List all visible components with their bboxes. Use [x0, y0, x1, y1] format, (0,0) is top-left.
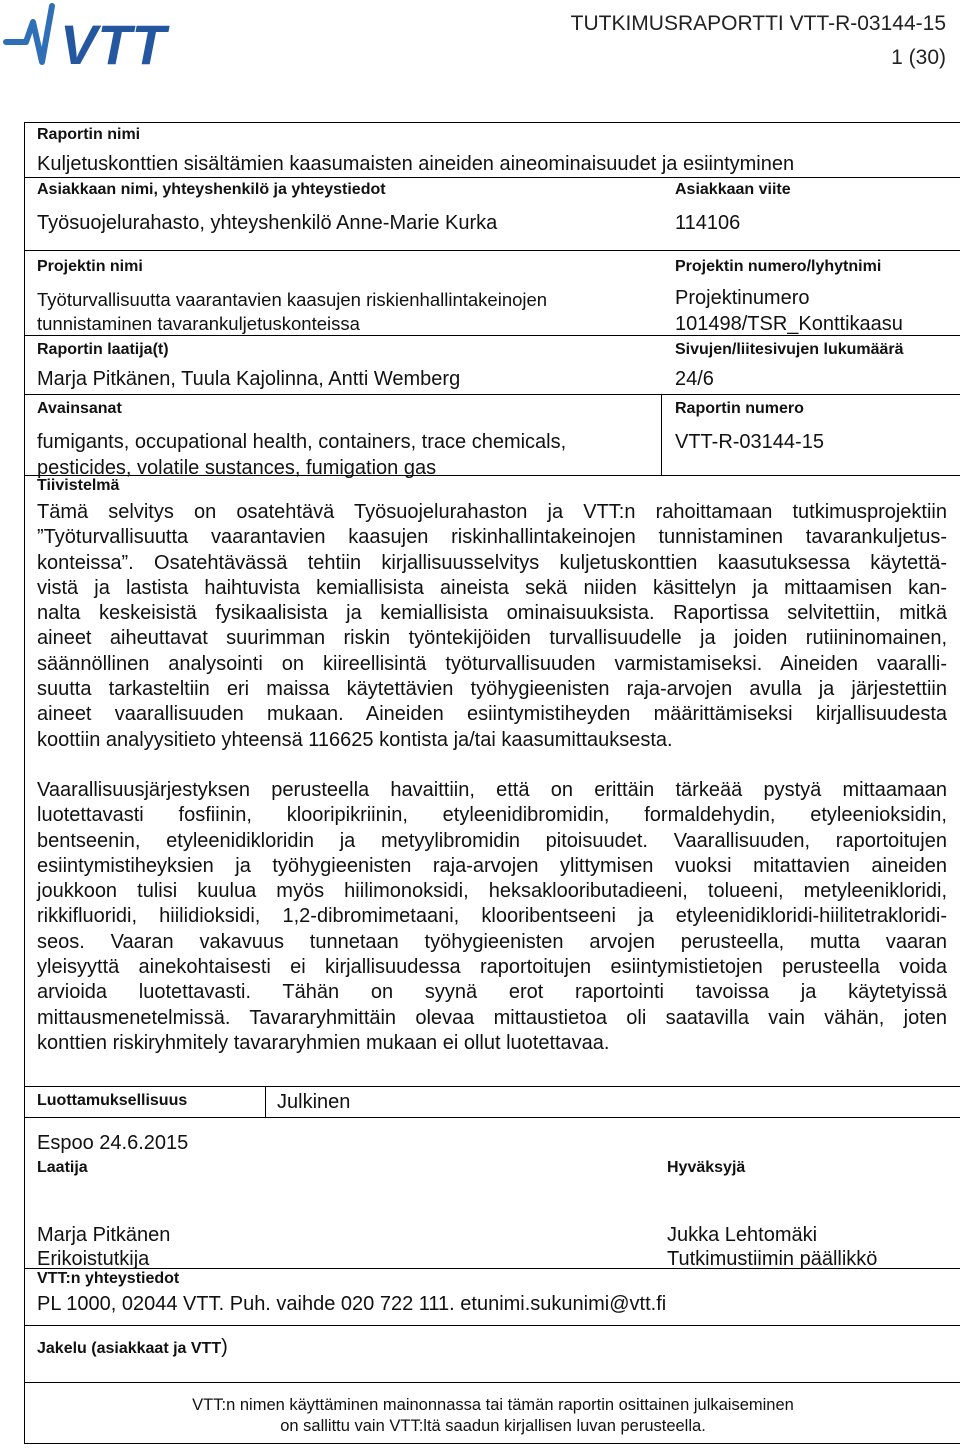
abstract-line: suutta tarkasteltiin eri maissa käytettävien työhygieenisten raja-arvojen avulla ja järjestettiin — [37, 678, 947, 701]
confidentiality-row — [25, 1087, 960, 1118]
keywords-line1: fumigants, occupational health, containers, trace chemicals, — [37, 431, 567, 453]
author-label: Laatija — [37, 1159, 88, 1176]
author-name: Marja Pitkänen — [37, 1224, 171, 1246]
authors-label: Raportin laatija(t) — [37, 341, 169, 358]
pages-value: 24/6 — [675, 368, 714, 390]
distribution-label — [37, 1336, 228, 1359]
client-row — [25, 178, 960, 251]
abstract-line: nalta keskeisistä fysikaalisista ja kemiallisista ominaisuuksista. Raportissa selvitettiin, mitkä — [37, 602, 947, 625]
abstract-line: luotettavasti fosfiinin, klooripikriinin, etyleenidibromidin, formaldehydin, etyleenioksidin, — [37, 804, 947, 827]
abstract-line: aineet aiheuttavat suurimman riskin työntekijöiden turvallisuudelle ja joiden rutiininomainen, — [37, 627, 947, 650]
authors-value: Marja Pitkänen, Tuula Kajolinna, Antti Wemberg — [37, 368, 461, 390]
contact-value: PL 1000, 02044 VTT. Puh. vaihde 020 722 111. etunimi.sukunimi@vtt.fi — [37, 1293, 667, 1315]
report-name-row — [25, 123, 960, 178]
contact-label: VTT:n yhteystiedot — [37, 1270, 180, 1287]
keywords-label: Avainsanat — [37, 400, 122, 417]
place-date: Espoo 24.6.2015 — [37, 1132, 189, 1154]
report-id-header: TUTKIMUSRAPORTTI VTT-R-03144-15 — [570, 12, 946, 35]
project-name-line2: tunnistaminen tavarankuljetuskonteissa — [37, 313, 360, 334]
abstract-line: yleisyyttä ainekohtaisesti ei kirjallisuudessa raportoitujen esiintymistietojen perusteella voida — [37, 956, 947, 979]
contact-row — [25, 1269, 960, 1326]
abstract-line: esiintymistiheyksien ja työhygieenisten raja-arvojen ylittymisen vuoksi mitattavien aineiden — [37, 854, 947, 877]
abstract-line: Tämä selvitys on osatehtävä Työsuojelurahaston ja VTT:n rahoittamaan tutkimusprojektiin — [37, 501, 947, 523]
approver-name: Jukka Lehtomäki — [667, 1224, 818, 1246]
abstract-row — [25, 476, 960, 1087]
abstract-paragraph-2 — [37, 778, 947, 1056]
approver-label: Hyväksyjä — [667, 1159, 746, 1176]
distribution-row — [25, 1326, 960, 1383]
confidentiality-label: Luottamuksellisuus — [37, 1092, 188, 1109]
project-number-label: Projektin numero/lyhytnimi — [675, 258, 882, 275]
svg-text:VTT: VTT — [60, 13, 166, 72]
report-name-value: Kuljetuskonttien sisältämien kaasumaisten aineiden aineominaisuudet ja esiintyminen — [37, 153, 795, 175]
abstract-line: bentseenin, etyleenidikloridin ja metyylibromidin pitoisuudet. Vaarallisuuden, raportoitujen — [37, 829, 947, 852]
confidentiality-divider — [265, 1087, 266, 1117]
footer-line: on sallittu vain VTT:ltä saadun kirjallisen luvan perusteella. — [280, 1417, 706, 1435]
keywords-line2: pesticides, volatile sustances, fumigation gas — [37, 457, 437, 479]
client-value: Työsuojelurahasto, yhteyshenkilö Anne-Marie Kurka — [37, 212, 498, 234]
client-label: Asiakkaan nimi, yhteyshenkilö ja yhteystiedot — [37, 181, 386, 198]
abstract-line: Vaarallisuusjärjestyksen perusteella havaittiin, että on erittäin tärkeää pystyä mittaamaan — [37, 779, 947, 801]
report-info-form — [24, 122, 960, 1444]
abstract-line: rikkifluoridi, hiilidioksidi, 1,2-dibromimetaani, klooribentseeni ja etyleenidikloridi-hiilitetrakloridi- — [37, 905, 947, 928]
approver-title: Tutkimustiimin päällikkö — [667, 1248, 878, 1270]
pages-label: Sivujen/liitesivujen lukumäärä — [675, 341, 904, 358]
abstract-line: seos. Vaaran vakavuus tunnetaan työhygieenisten arvojen perusteella, mutta vaaran — [37, 930, 947, 953]
distribution-label-text: Jakelu (asiakkaat ja VTT — [37, 1340, 222, 1357]
client-ref-value: 114106 — [675, 212, 741, 234]
footer-row — [25, 1383, 960, 1443]
project-number-line2: 101498/TSR_Konttikaasu — [675, 313, 903, 335]
abstract-line: aineet vaarallisuuden mukaan. Aineiden esiintymistiheyden määrittämiseksi kirjallisuudesta — [37, 703, 947, 726]
report-number-label: Raportin numero — [675, 400, 804, 417]
confidentiality-value: Julkinen — [277, 1091, 351, 1113]
vtt-logo — [2, 2, 184, 72]
abstract-line: konttien riskiryhmitely tavararyhmien mukaan ei ollut luotettavaa. — [37, 1031, 610, 1054]
abstract-line: joukkoon tulisi kuulua myös hiilimonoksidi, heksaklooributadieeni, tolueeni, metyleenikloridi, — [37, 880, 947, 903]
page-number: 1 (30) — [891, 46, 946, 69]
abstract-line: ”Työturvallisuutta vaarantavien kaasujen riskinhallintakeinojen tunnistaminen tavarankuljetus- — [37, 526, 947, 549]
abstract-line: konteissa”. Osatehtävässä tehtiin kirjallisuusselvitys kuljetuskonttien kaasutuksessa käytettä- — [37, 551, 947, 574]
abstract-paragraph-1 — [37, 500, 947, 753]
keywords-divider — [661, 395, 662, 475]
abstract-line: mittausmenetelmissä. Tavararyhmittäin olevaa mittaustietoa oli saatavilla vain vähän, joten — [37, 1006, 947, 1029]
footer-line: VTT:n nimen käyttäminen mainonnassa tai tämän raportin osittainen julkaiseminen — [192, 1396, 794, 1414]
project-row — [25, 251, 960, 336]
signatures-row — [25, 1118, 960, 1269]
abstract-line: vistä ja lastista haihtuvista kemiallisista aineista sekä niiden käsittelyn ja mittaamisen kan- — [37, 576, 947, 599]
footer-notice — [25, 1395, 960, 1437]
abstract-line: arvioida luotettavasti. Tähän on syynä erot raportointi tavoissa ja käytetyissä — [37, 981, 947, 1004]
abstract-label: Tiivistelmä — [37, 477, 120, 494]
abstract-line: säännöllinen analysointi on kiireellisintä työturvallisuuden varmistamiseksi. Aineiden vaaralli- — [37, 652, 947, 675]
distribution-label-paren: ) — [221, 1336, 228, 1358]
authors-row — [25, 336, 960, 395]
report-name-label: Raportin nimi — [37, 126, 141, 143]
project-name-label: Projektin nimi — [37, 258, 143, 275]
client-ref-label: Asiakkaan viite — [675, 181, 791, 198]
abstract-line: koottiin analyysitieto yhteensä 116625 kontista ja/tai kaasumittauksesta. — [37, 728, 673, 751]
keywords-row — [25, 395, 960, 479]
project-number-line1: Projektinumero — [675, 287, 810, 309]
project-name-line1: Työturvallisuutta vaarantavien kaasujen riskienhallintakeinojen — [37, 289, 548, 310]
author-title: Erikoistutkija — [37, 1248, 150, 1270]
report-number-value: VTT-R-03144-15 — [675, 431, 824, 453]
